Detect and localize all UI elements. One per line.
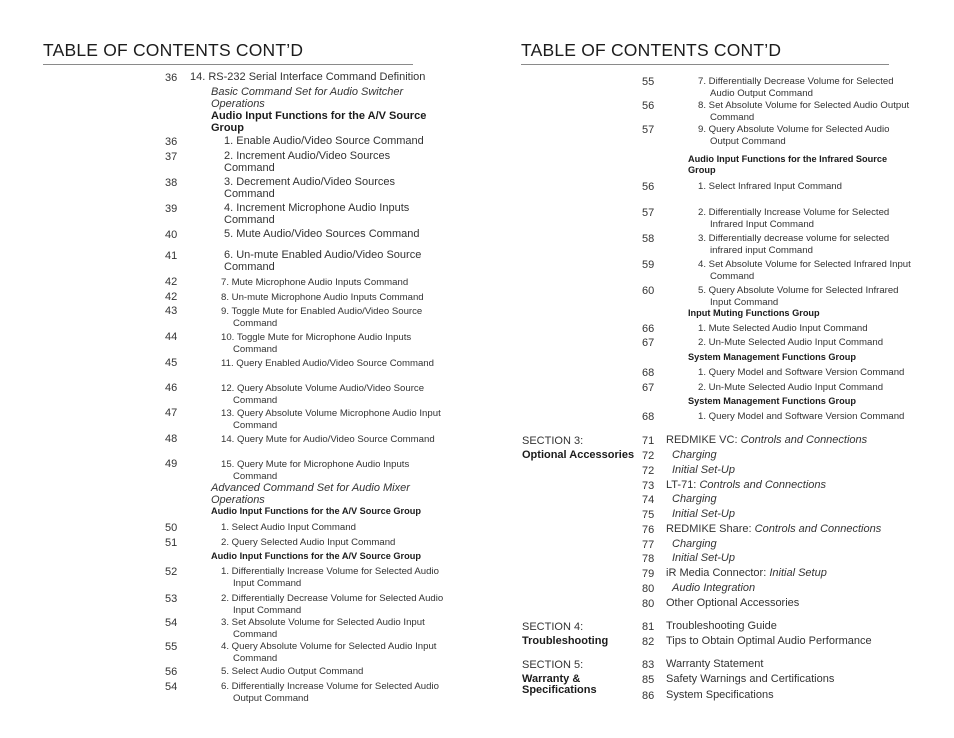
toc-entry[interactable]: 1. Mute Selected Audio Input Command <box>698 323 868 334</box>
toc-entry[interactable]: 6. Un-mute Enabled Audio/Video Source Command <box>224 249 422 273</box>
toc-entry[interactable] <box>666 690 774 702</box>
section-4-label: SECTION 4: <box>522 621 584 633</box>
toc-page-number: 67 <box>642 382 655 394</box>
toc-page-number: 49 <box>165 458 178 470</box>
entry-label: Safety Warnings and Certifications <box>666 673 835 685</box>
toc-entry[interactable] <box>666 636 872 648</box>
toc-entry[interactable]: 5. Mute Audio/Video Sources Command <box>224 228 420 240</box>
group-heading: Audio Input Functions for the Infrared Source Group <box>688 154 888 176</box>
toc-entry[interactable] <box>666 598 799 610</box>
toc-entry[interactable]: 15. Query Mute for Microphone Audio Inputs Command <box>221 459 410 482</box>
toc-entry[interactable]: 1. Select Audio Input Command <box>221 522 356 533</box>
toc-entry[interactable] <box>672 509 735 521</box>
toc-entry[interactable]: 6. Differentially Increase Volume for Selected Audio Output Command <box>221 681 439 704</box>
section-5-name-line2: Specifications <box>522 684 597 696</box>
toc-page-number: 42 <box>165 276 178 288</box>
toc-page-number: 36 <box>165 136 178 148</box>
toc-entry[interactable]: 10. Toggle Mute for Microphone Audio Inputs Command <box>221 332 412 355</box>
toc-page-number: 48 <box>165 433 178 445</box>
toc-page-number: 74 <box>642 494 655 506</box>
toc-page-number: 39 <box>165 203 178 215</box>
toc-entry[interactable]: 1. Enable Audio/Video Source Command <box>224 135 424 147</box>
toc-page-number: 82 <box>642 636 655 648</box>
entry-subtitle: Initial Set-Up <box>672 508 735 520</box>
toc-entry[interactable] <box>672 583 755 595</box>
toc-page-number: 73 <box>642 480 655 492</box>
toc-page-number: 54 <box>165 617 178 629</box>
toc-page-number: 66 <box>642 323 655 335</box>
toc-entry[interactable] <box>672 494 717 506</box>
toc-page-number: 56 <box>642 100 655 112</box>
group-heading: Audio Input Functions for the A/V Source Group <box>211 110 427 134</box>
toc-page-number: 72 <box>642 465 655 477</box>
toc-page-number: 86 <box>642 690 655 702</box>
toc-page-number: 54 <box>165 681 178 693</box>
toc-page-number: 55 <box>165 641 178 653</box>
entry-subtitle: Initial Setup <box>769 567 827 579</box>
section-5-name-line1: Warranty & <box>522 673 581 685</box>
toc-page-number: 47 <box>165 407 178 419</box>
toc-entry[interactable]: 2. Query Selected Audio Input Command <box>221 537 396 548</box>
toc-entry[interactable]: 7. Mute Microphone Audio Inputs Command <box>221 277 409 288</box>
toc-page-number: 80 <box>642 598 655 610</box>
toc-entry[interactable]: 4. Increment Microphone Audio Inputs Command <box>224 202 410 226</box>
section-3-name: Optional Accessories <box>522 449 635 461</box>
section-14-title[interactable]: 14. RS-232 Serial Interface Command Definition <box>190 71 426 83</box>
toc-entry[interactable]: 1. Differentially Increase Volume for Selected Audio Input Command <box>221 566 439 589</box>
toc-page-number: 59 <box>642 259 655 271</box>
toc-page-number: 71 <box>642 435 655 447</box>
entry-subtitle: Initial Set-Up <box>672 552 735 564</box>
basic-command-set-heading: Basic Command Set for Audio Switcher Operations <box>211 86 404 110</box>
toc-entry[interactable] <box>666 621 777 633</box>
toc-page-number: 55 <box>642 76 655 88</box>
toc-page-number: 68 <box>642 367 655 379</box>
entry-subtitle: Controls and Connections <box>699 479 827 491</box>
entry-subtitle: Initial Set-Up <box>672 464 735 476</box>
entry-label: Other Optional Accessories <box>666 597 800 609</box>
toc-page-number: 52 <box>165 566 178 578</box>
group-heading: Input Muting Functions Group <box>688 308 820 318</box>
toc-page-number: 56 <box>165 666 178 678</box>
toc-entry[interactable]: 9. Query Absolute Volume for Selected Audio Output Command <box>698 124 890 147</box>
toc-entry[interactable]: 9. Toggle Mute for Enabled Audio/Video Source Command <box>221 306 423 329</box>
toc-entry[interactable]: 14. Query Mute for Audio/Video Source Command <box>221 434 435 445</box>
section-5-label: SECTION 5: <box>522 659 584 671</box>
toc-entry[interactable]: 1. Query Model and Software Version Command <box>698 367 905 378</box>
toc-entry[interactable]: 13. Query Absolute Volume Microphone Audio Input Command <box>221 408 441 431</box>
group-heading: System Management Functions Group <box>688 396 856 406</box>
entry-subtitle: Charging <box>672 493 717 505</box>
toc-entry[interactable]: 3. Set Absolute Volume for Selected Audio Input Command <box>221 617 425 640</box>
toc-page-number: 56 <box>642 181 655 193</box>
entry-label: System Specifications <box>666 689 774 701</box>
entry-subtitle: Controls and Connections <box>754 523 882 535</box>
toc-page-number: 43 <box>165 305 178 317</box>
toc-entry[interactable]: 7. Differentially Decrease Volume for Selected Audio Output Command <box>698 76 894 99</box>
toc-entry[interactable]: 2. Un-Mute Selected Audio Input Command <box>698 337 884 348</box>
toc-entry[interactable]: 12. Query Absolute Volume Audio/Video Source Command <box>221 383 425 406</box>
entry-label: Tips to Obtain Optimal Audio Performance <box>666 635 872 647</box>
group-heading: Audio Input Functions for the A/V Source Group <box>211 551 421 561</box>
toc-page-number: 78 <box>642 553 655 565</box>
toc-entry[interactable]: 8. Un-mute Microphone Audio Inputs Command <box>221 292 424 303</box>
toc-entry[interactable]: 4. Set Absolute Volume for Selected Infrared Input Command <box>698 259 911 282</box>
right-page-title: TABLE OF CONTENTS CONT’D <box>521 40 782 60</box>
entry-label: Warranty Statement <box>666 658 764 670</box>
toc-page-number: 51 <box>165 537 178 549</box>
toc-entry[interactable]: 5. Select Audio Output Command <box>221 666 364 677</box>
toc-page-number: 46 <box>165 382 178 394</box>
toc-page-number: 76 <box>642 524 655 536</box>
toc-page-number: 57 <box>642 207 655 219</box>
toc-entry[interactable]: 1. Select Infrared Input Command <box>698 181 842 192</box>
toc-entry[interactable]: 3. Decrement Audio/Video Sources Command <box>224 176 396 200</box>
toc-entry[interactable]: 8. Set Absolute Volume for Selected Audio Output Command <box>698 100 910 123</box>
toc-entry[interactable] <box>666 435 867 447</box>
entry-subtitle: Charging <box>672 538 717 550</box>
entry-subtitle: Charging <box>672 449 717 461</box>
entry-label: REDMIKE VC: <box>666 434 741 446</box>
toc-page-number: 36 <box>165 72 178 84</box>
toc-entry[interactable]: 2. Differentially Decrease Volume for Selected Audio Input Command <box>221 593 444 616</box>
toc-page-number: 72 <box>642 450 655 462</box>
entry-label: iR Media Connector: <box>666 567 770 579</box>
toc-page-number: 44 <box>165 331 178 343</box>
toc-page-number: 53 <box>165 593 178 605</box>
entry-label: Troubleshooting Guide <box>666 620 777 632</box>
toc-page-number: 67 <box>642 337 655 349</box>
toc-entry[interactable] <box>666 524 881 536</box>
toc-page-number: 58 <box>642 233 655 245</box>
toc-page-number: 60 <box>642 285 655 297</box>
toc-entry[interactable] <box>672 450 717 462</box>
toc-page-number: 42 <box>165 291 178 303</box>
right-title-rule <box>521 64 889 65</box>
advanced-command-set-heading: Advanced Command Set for Audio Mixer Operations <box>211 482 410 506</box>
toc-page-number: 50 <box>165 522 178 534</box>
toc-page-number: 45 <box>165 357 178 369</box>
left-title-rule <box>43 64 413 65</box>
entry-subtitle: Controls and Connections <box>740 434 868 446</box>
entry-label: REDMIKE Share: <box>666 523 755 535</box>
toc-page-number: 38 <box>165 177 178 189</box>
toc-page-number: 81 <box>642 621 655 633</box>
toc-page-number: 40 <box>165 229 178 241</box>
toc-entry[interactable]: 3. Differentially decrease volume for selected infrared input Command <box>698 233 890 256</box>
toc-entry[interactable]: 1. Query Model and Software Version Command <box>698 411 905 422</box>
toc-entry[interactable]: 2. Differentially Increase Volume for Selected Infrared Input Command <box>698 207 890 230</box>
toc-entry[interactable]: 2. Un-Mute Selected Audio Input Command <box>698 382 884 393</box>
toc-entry[interactable] <box>672 553 735 565</box>
toc-page-number: 57 <box>642 124 655 136</box>
group-heading: Audio Input Functions for the A/V Source Group <box>211 506 421 516</box>
toc-page-number: 77 <box>642 539 655 551</box>
toc-entry[interactable]: 2. Increment Audio/Video Sources Command <box>224 150 391 174</box>
toc-entry[interactable]: 11. Query Enabled Audio/Video Source Command <box>221 358 434 369</box>
left-page-title: TABLE OF CONTENTS CONT’D <box>43 40 304 60</box>
toc-entry[interactable] <box>666 659 763 671</box>
toc-page-number: 80 <box>642 583 655 595</box>
toc-entry[interactable] <box>666 674 834 686</box>
toc-entry[interactable] <box>666 480 826 492</box>
toc-entry[interactable] <box>672 539 717 551</box>
toc-page-number: 75 <box>642 509 655 521</box>
toc-page-number: 79 <box>642 568 655 580</box>
section-3-label: SECTION 3: <box>522 435 584 447</box>
section-4-name: Troubleshooting <box>522 635 609 647</box>
entry-label: LT-71: <box>666 479 700 491</box>
toc-entry[interactable] <box>666 568 827 580</box>
toc-page-number: 37 <box>165 151 178 163</box>
toc-page-number: 68 <box>642 411 655 423</box>
toc-page-number: 41 <box>165 250 178 262</box>
toc-entry[interactable]: 5. Query Absolute Volume for Selected Infrared Input Command <box>698 285 899 308</box>
group-heading: System Management Functions Group <box>688 352 856 362</box>
toc-entry[interactable]: 4. Query Absolute Volume for Selected Audio Input Command <box>221 641 437 664</box>
entry-subtitle: Audio Integration <box>672 582 756 594</box>
toc-entry[interactable] <box>672 465 735 477</box>
toc-page-number: 85 <box>642 674 655 686</box>
toc-page-number: 83 <box>642 659 655 671</box>
